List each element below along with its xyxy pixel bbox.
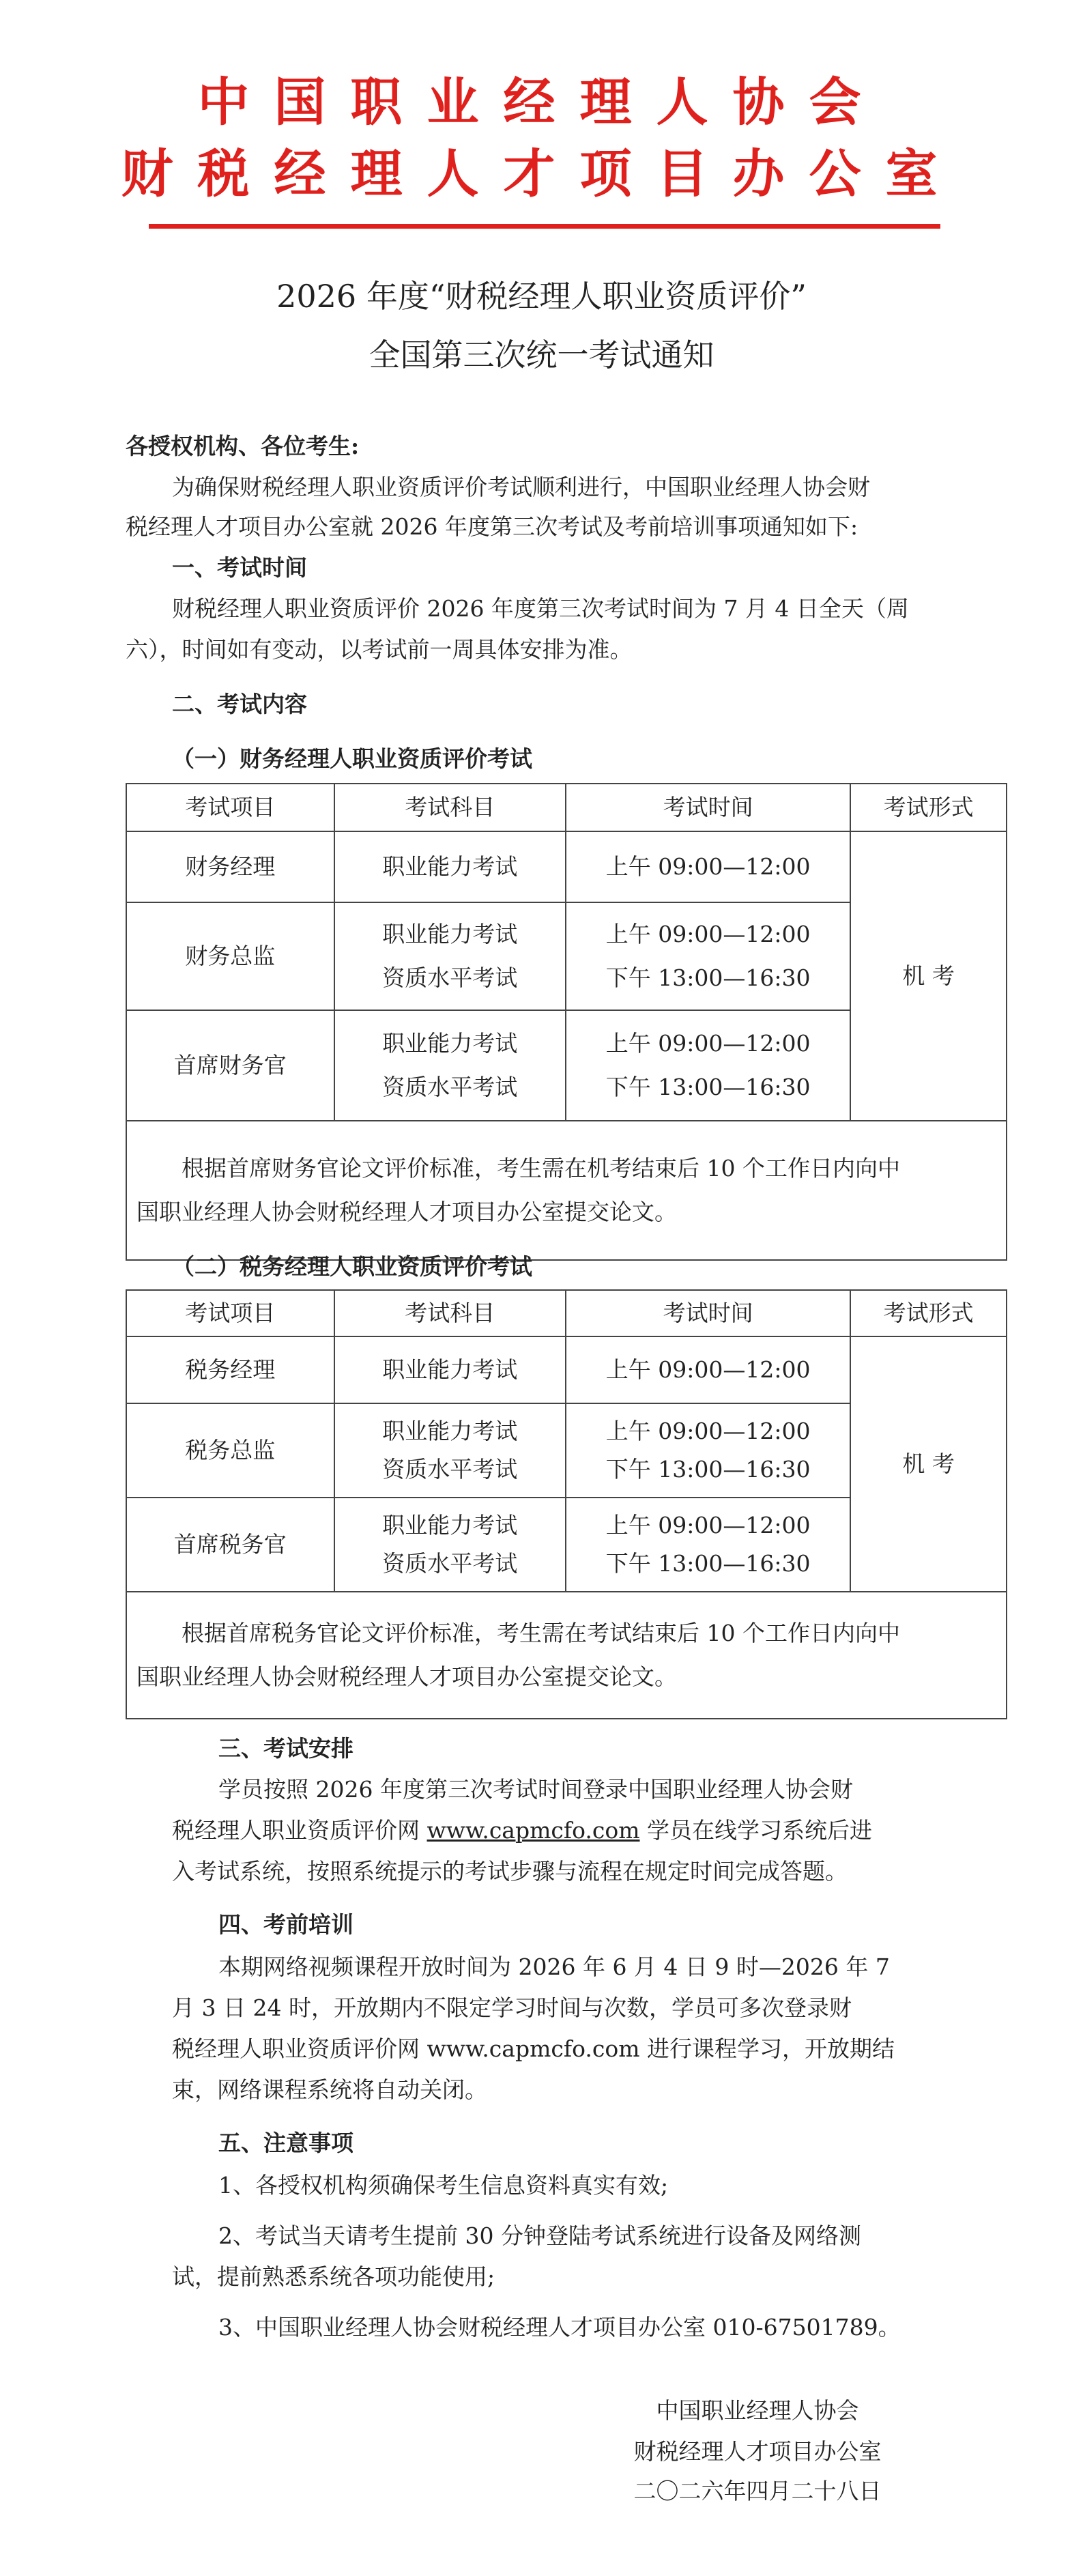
exam-format-cell: 机 考	[850, 831, 1007, 1121]
subject-line: 资质水平考试	[382, 1550, 518, 1577]
section4-line1: 本期网络视频课程开放时间为 2026 年 6 月 4 日 9 时—2026 年 7	[218, 1954, 890, 1980]
section3-line2-prefix: 税经理人职业资质评价网	[172, 1817, 427, 1844]
notice-item-2-line1: 2、考试当天请考生提前 30 分钟登陆考试系统进行设备及网络测	[218, 2222, 861, 2249]
header-cell: 考试项目	[126, 1290, 334, 1336]
notice-item-1: 1、各授权机构须确保考生信息资料真实有效;	[218, 2172, 669, 2199]
header-cell: 考试科目	[334, 784, 566, 831]
signature-org-line1: 中国职业经理人协会	[656, 2397, 859, 2424]
exam-time-cell: 上午 09:00—12:00	[566, 831, 850, 902]
section1-heading: 一、考试时间	[172, 554, 307, 581]
time-line: 上午 09:00—12:00	[605, 1418, 811, 1444]
notice-item-2-line2: 试，提前熟悉系统各项功能使用;	[172, 2263, 495, 2290]
exam-item-cell: 首席财务官	[126, 1010, 334, 1121]
exam-time-cell: 上午 09:00—12:00	[566, 1336, 850, 1403]
table-note-row	[126, 1592, 1007, 1719]
tax-table-caption: （二）税务经理人职业资质评价考试	[172, 1253, 532, 1280]
time-line: 下午 13:00—16:30	[605, 1550, 811, 1577]
signature-date: 二〇二六年四月二十八日	[633, 2478, 882, 2504]
table-header-row	[126, 784, 1007, 831]
section4-line2: 月 3 日 24 时，开放期内不限定学习时间与次数，学员可多次登录财	[172, 1994, 852, 2021]
table-header-row	[126, 1290, 1007, 1336]
section2-heading: 二、考试内容	[172, 691, 307, 717]
exam-subject-cell	[334, 1010, 566, 1121]
exam-time-cell	[566, 1010, 850, 1121]
note-line: 根据首席税务官论文评价标准，考生需在考试结束后 10 个工作日内向中	[182, 1620, 900, 1646]
subject-line: 资质水平考试	[382, 1074, 518, 1100]
capmcfo-link[interactable]: www.capmcfo.com	[427, 1817, 640, 1844]
section3-line1: 学员按照 2026 年度第三次考试时间登录中国职业经理人协会财	[218, 1776, 853, 1803]
exam-subject-cell	[334, 1498, 566, 1592]
header-cell: 考试项目	[126, 784, 334, 831]
tax-note-cell	[126, 1592, 1007, 1719]
exam-item-cell: 税务总监	[126, 1403, 334, 1498]
section4-heading: 四、考前培训	[218, 1911, 353, 1938]
section3-line3: 入考试系统，按照系统提示的考试步骤与流程在规定时间完成答题。	[172, 1858, 848, 1885]
letterhead-rule	[149, 224, 940, 229]
section1-line1: 财税经理人职业资质评价 2026 年度第三次考试时间为 7 月 4 日全天（周	[172, 595, 909, 622]
exam-subject-cell	[334, 902, 566, 1010]
time-line: 下午 13:00—16:30	[605, 1074, 811, 1100]
exam-subject-cell: 职业能力考试	[334, 831, 566, 902]
time-line: 上午 09:00—12:00	[605, 921, 811, 947]
salutation: 各授权机构、各位考生:	[126, 433, 360, 459]
section3-line2-suffix: 学员在线学习系统后进	[639, 1817, 873, 1844]
subject-line: 职业能力考试	[382, 1030, 518, 1057]
table-note-row	[126, 1121, 1007, 1260]
subject-line: 资质水平考试	[382, 1456, 518, 1483]
org-name-line1: 中国职业经理人协会	[197, 72, 886, 132]
exam-item-cell: 财务经理	[126, 831, 334, 902]
notice-title-line2: 全国第三次统一考试通知	[369, 337, 714, 373]
header-cell: 考试时间	[566, 1290, 850, 1336]
exam-time-cell	[566, 1498, 850, 1592]
subject-line: 职业能力考试	[382, 1418, 518, 1444]
section1-line2: 六），时间如有变动，以考试前一周具体安排为准。	[126, 636, 633, 663]
signature-org-line2: 财税经理人才项目办公室	[633, 2438, 882, 2465]
exam-item-cell: 税务经理	[126, 1336, 334, 1403]
table-row	[126, 1336, 1007, 1403]
subject-line: 资质水平考试	[382, 964, 518, 991]
section3-heading: 三、考试安排	[218, 1735, 353, 1762]
intro-line2: 税经理人才项目办公室就 2026 年度第三次考试及考前培训事项通知如下:	[126, 513, 858, 540]
header-cell: 考试形式	[850, 1290, 1007, 1336]
section5-heading: 五、注意事项	[218, 2130, 353, 2156]
note-line: 国职业经理人协会财税经理人才项目办公室提交论文。	[136, 1663, 677, 1690]
finance-exam-table	[126, 783, 1007, 1261]
org-name-line2: 财税经理人才项目办公室	[121, 143, 962, 204]
intro-line1: 为确保财税经理人职业资质评价考试顺利进行，中国职业经理人协会财	[172, 474, 870, 500]
finance-note-cell	[126, 1121, 1007, 1260]
header-cell: 考试形式	[850, 784, 1007, 831]
time-line: 上午 09:00—12:00	[605, 1512, 811, 1539]
time-line: 上午 09:00—12:00	[605, 1030, 811, 1057]
exam-subject-cell: 职业能力考试	[334, 1336, 566, 1403]
subject-line: 职业能力考试	[382, 1512, 518, 1539]
exam-time-cell	[566, 902, 850, 1010]
section4-line3: 税经理人职业资质评价网 www.capmcfo.com 进行课程学习，开放期结	[172, 2035, 895, 2062]
header-cell: 考试时间	[566, 784, 850, 831]
table-row	[126, 831, 1007, 902]
tax-exam-table	[126, 1289, 1007, 1719]
section3-line2	[172, 1816, 872, 1846]
header-cell: 考试科目	[334, 1290, 566, 1336]
section4-line4: 束，网络课程系统将自动关闭。	[172, 2076, 487, 2103]
notice-item-3: 3、中国职业经理人协会财税经理人才项目办公室 010-67501789。	[218, 2314, 901, 2341]
finance-table-caption: （一）财务经理人职业资质评价考试	[172, 745, 532, 772]
exam-item-cell: 首席税务官	[126, 1498, 334, 1592]
exam-time-cell	[566, 1403, 850, 1498]
note-line: 国职业经理人协会财税经理人才项目办公室提交论文。	[136, 1199, 677, 1225]
time-line: 下午 13:00—16:30	[605, 1456, 811, 1483]
exam-subject-cell	[334, 1403, 566, 1498]
notice-title-line1: 2026 年度“财税经理人职业资质评价”	[276, 278, 807, 315]
note-line: 根据首席财务官论文评价标准，考生需在机考结束后 10 个工作日内向中	[182, 1155, 900, 1182]
exam-item-cell: 财务总监	[126, 902, 334, 1010]
time-line: 下午 13:00—16:30	[605, 964, 811, 991]
subject-line: 职业能力考试	[382, 921, 518, 947]
exam-format-cell: 机 考	[850, 1336, 1007, 1592]
